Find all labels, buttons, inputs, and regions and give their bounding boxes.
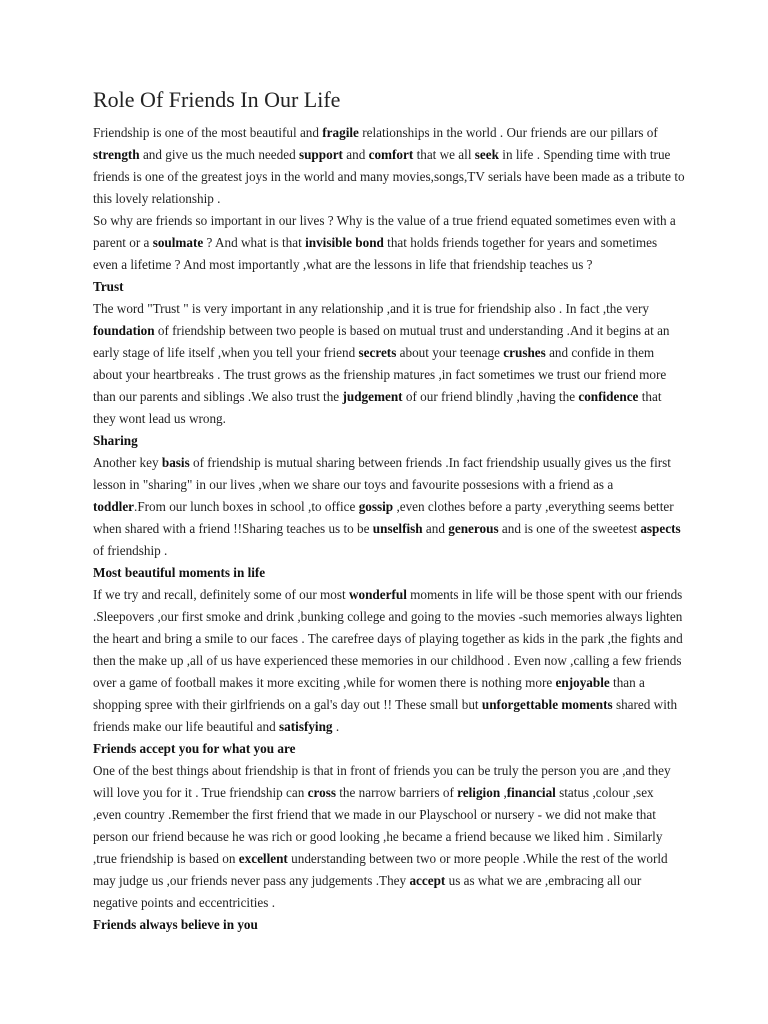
bold-keyword: comfort: [368, 147, 414, 162]
text-run: the narrow barriers of: [335, 785, 458, 800]
bold-keyword: accept: [409, 873, 446, 888]
text-run: If we try and recall, definitely some of our most: [93, 587, 349, 602]
text-run: Another key: [93, 455, 162, 470]
bold-keyword: fragile: [322, 125, 359, 140]
bold-keyword: gossip: [358, 499, 394, 514]
text-run: .: [332, 719, 340, 734]
bold-keyword: soulmate: [152, 235, 204, 250]
bold-keyword: strength: [93, 147, 140, 162]
paragraph: [93, 122, 685, 210]
bold-keyword: enjoyable: [555, 675, 610, 690]
text-run: us as what we are ,embracing all our negative points and eccentricities .: [93, 873, 642, 910]
text-run: So why are friends so important in our lives ? Why is the value of a true friend equated sometimes even with a parent or a: [93, 213, 676, 250]
text-run: of friendship .: [93, 543, 168, 558]
text-run: that holds friends together for years and sometimes even a lifetime ? And most importantly ,what are the lessons in life that friendship teaches us ?: [93, 235, 658, 272]
bold-keyword: wonderful: [348, 587, 407, 602]
bold-keyword: secrets: [358, 345, 397, 360]
text-run: The word "Trust " is very important in any relationship ,and it is true for friendship also . In fact ,the very: [93, 301, 649, 316]
bold-keyword: confidence: [578, 389, 639, 404]
section-heading: Trust: [93, 279, 124, 294]
text-run: that they wont lead us wrong.: [93, 389, 662, 426]
bold-keyword: crushes: [503, 345, 546, 360]
bold-keyword: satisfying: [279, 719, 333, 734]
text-run: Friendship is one of the most beautiful and: [93, 125, 323, 140]
text-run: of friendship is mutual sharing between friends .In fact friendship usually gives us the first lesson in "sharing" in our lives ,when we share our toys and favourite possesions with a friend as a: [93, 455, 671, 492]
bold-keyword: judgement: [342, 389, 403, 404]
text-run: and is one of the sweetest: [498, 521, 641, 536]
section-heading: Friends accept you for what you are: [93, 741, 296, 756]
text-run: and: [342, 147, 369, 162]
section-heading: Sharing: [93, 433, 138, 448]
text-run: status ,colour ,sex ,even country .Remember the first friend that we made in our Playschool or nursery - we did not make that person our friend because he was rich or good looking ,he became a friend because we liked him . Similarly ,true friendship is based on: [93, 785, 663, 866]
paragraph: [93, 452, 685, 562]
bold-keyword: aspects: [640, 521, 681, 536]
bold-keyword: religion: [457, 785, 501, 800]
bold-keyword: invisible bond: [305, 235, 384, 250]
text-run: than a shopping spree with their girlfriends on a gal's day out !! These small but: [93, 675, 645, 712]
text-run: that we all: [413, 147, 475, 162]
bold-keyword: seek: [474, 147, 499, 162]
document-title: Role Of Friends In Our Life: [93, 87, 341, 112]
document-page: [93, 86, 685, 936]
text-run: ? And what is that: [203, 235, 306, 250]
text-run: of friendship between two people is based on mutual trust and understanding .And it begins at an early stage of life itself ,when you tell your friend: [93, 323, 670, 360]
paragraph: [93, 298, 685, 430]
text-run: understanding between two or more people .While the rest of the world may judge us ,our friends never pass any judgements .They: [93, 851, 668, 888]
text-run: of our friend blindly ,having the: [402, 389, 579, 404]
text-run: One of the best things about friendship is that in front of friends you can be truly the person you are ,and they will love you for it . True friendship can: [93, 763, 671, 800]
document-body: [93, 122, 685, 936]
text-run: in life . Spending time with true friends is one of the greatest joys in the world and many movies,songs,TV serials have been made as a tribute to this lovely relationship .: [93, 147, 685, 206]
text-run: and: [422, 521, 449, 536]
text-run: and confide in them about your heartbreaks . The trust grows as the frienship matures ,in fact sometimes we trust our friend more than our parents and siblings .We also trust the: [93, 345, 667, 404]
text-run: ,: [500, 785, 507, 800]
text-run: and give us the much needed: [139, 147, 299, 162]
text-run: ,even clothes before a party ,everything seems better when shared with a friend !!Sharing teaches us to be: [93, 499, 674, 536]
bold-keyword: unselfish: [372, 521, 423, 536]
section-heading: Friends always believe in you: [93, 917, 258, 932]
bold-keyword: generous: [448, 521, 499, 536]
paragraph: [93, 210, 685, 276]
bold-keyword: toddler: [93, 499, 135, 514]
text-run: shared with friends make our life beautiful and: [93, 697, 678, 734]
bold-keyword: support: [298, 147, 343, 162]
bold-keyword: unforgettable moments: [481, 697, 613, 712]
bold-keyword: basis: [161, 455, 190, 470]
text-run: .From our lunch boxes in school ,to office: [134, 499, 359, 514]
bold-keyword: foundation: [93, 323, 155, 338]
bold-keyword: cross: [307, 785, 336, 800]
paragraph: [93, 584, 685, 738]
text-run: moments in life will be those spent with our friends .Sleepovers ,our first smoke and drink ,bunking college and going to the movies -such memories always lighten the heart and bring a smile to our faces . The carefree days of playing together as kids in the park ,the fights and then the make up ,all of us have experienced these memories in our childhood . Even now ,calling a few friends over a game of football makes it more exciting ,while for women there is nothing more: [93, 587, 683, 690]
paragraph: [93, 760, 685, 914]
bold-keyword: excellent: [238, 851, 288, 866]
text-run: relationships in the world . Our friends are our pillars of: [358, 125, 658, 140]
section-heading: Most beautiful moments in life: [93, 565, 266, 580]
bold-keyword: financial: [506, 785, 556, 800]
text-run: about your teenage: [396, 345, 504, 360]
